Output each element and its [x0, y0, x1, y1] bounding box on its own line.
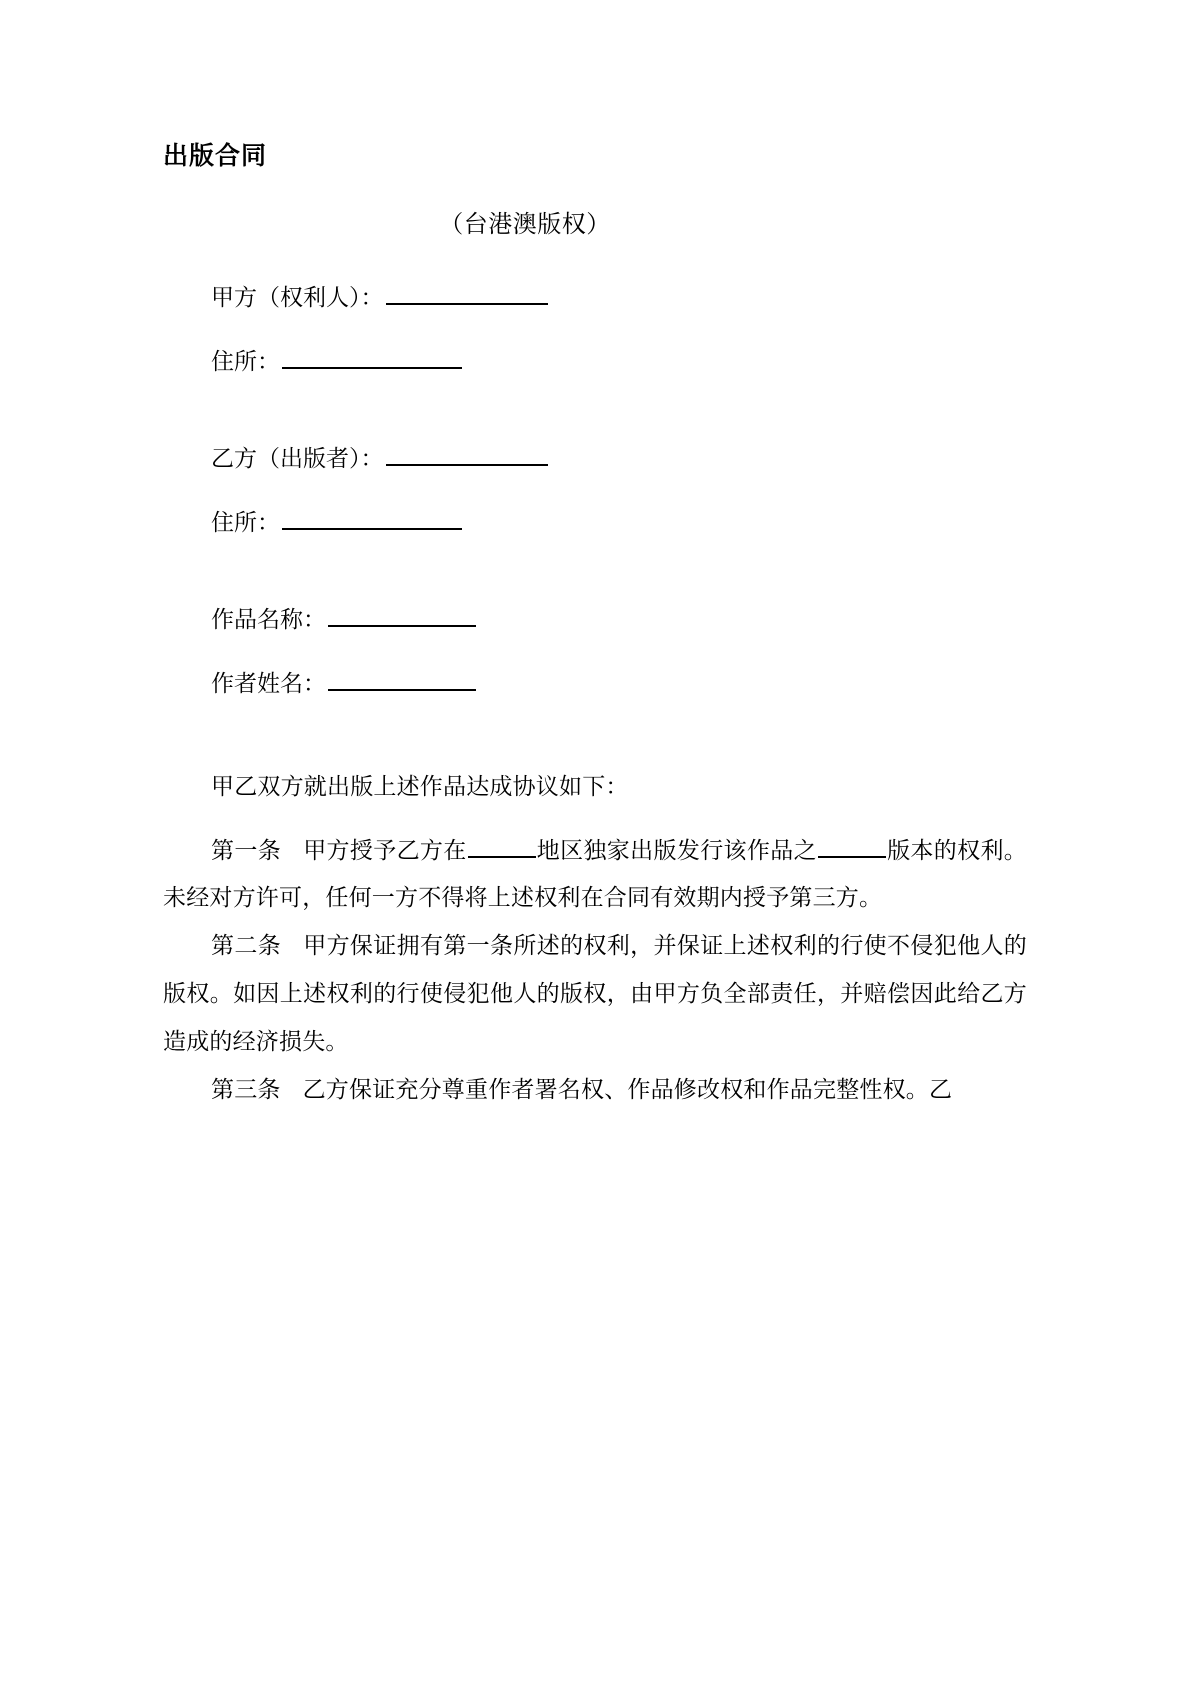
party-b-address-input-blank[interactable] [282, 505, 462, 530]
spacer [163, 636, 1027, 666]
article-2 [163, 922, 1027, 1065]
article-1-number: 第一条 [211, 836, 282, 863]
field-party-a [163, 280, 1027, 315]
author-name-input-blank[interactable] [328, 666, 476, 691]
article-1-region-blank[interactable] [468, 833, 536, 858]
spacer [163, 314, 1027, 344]
document-subtitle: （台港澳版权） [439, 210, 611, 238]
spacer [163, 811, 1027, 827]
article-2-text: 甲方保证拥有第一条所述的权利，并保证上述权利的行使不侵犯他人的版权。如因上述权利的行使侵犯他人的版权，由甲方负全部责任，并赔偿因此给乙方造成的经济损失。 [163, 932, 1027, 1054]
spacer [163, 379, 1027, 441]
party-a-label: 甲方（权利人）： [211, 283, 384, 310]
article-2-number: 第二条 [211, 932, 282, 959]
field-party-b [163, 441, 1027, 476]
party-a-address-label: 住所： [211, 348, 280, 375]
article-3-text: 乙方保证充分尊重作者署名权、作品修改权和作品完整性权。乙 [302, 1075, 953, 1102]
parties-fields [163, 240, 1027, 701]
party-b-label: 乙方（出版者）： [211, 444, 384, 471]
field-party-b-address [163, 505, 1027, 540]
work-title-input-blank[interactable] [328, 602, 476, 627]
article-1-text-part-1: 甲方授予乙方在 [303, 836, 467, 863]
work-title-label: 作品名称： [211, 605, 326, 632]
party-b-address-label: 住所： [211, 509, 280, 536]
field-work-title [163, 602, 1027, 637]
page-title: 出版合同 [163, 142, 268, 170]
author-name-label: 作者姓名： [211, 670, 326, 697]
article-1-text-part-3: 版本的权利。未经对方许可，任何一方不得将上述权利在合同有效期内授予第三方。 [163, 836, 1027, 911]
agreement-intro: 甲乙双方就出版上述作品达成协议如下： [211, 772, 629, 799]
party-a-address-input-blank[interactable] [282, 344, 462, 369]
party-b-input-blank[interactable] [386, 441, 548, 466]
article-1 [163, 827, 1027, 923]
spacer [163, 540, 1027, 602]
spacer [163, 701, 1027, 763]
field-author-name [163, 666, 1027, 701]
article-3-number: 第三条 [211, 1075, 281, 1102]
article-1-text-part-2: 地区独家出版发行该作品之 [536, 836, 817, 863]
article-1-edition-blank[interactable] [818, 833, 886, 858]
party-a-input-blank[interactable] [386, 280, 548, 305]
document-body [163, 0, 1027, 1113]
article-3 [163, 1066, 1027, 1114]
field-party-a-address [163, 344, 1027, 379]
spacer [163, 475, 1027, 505]
